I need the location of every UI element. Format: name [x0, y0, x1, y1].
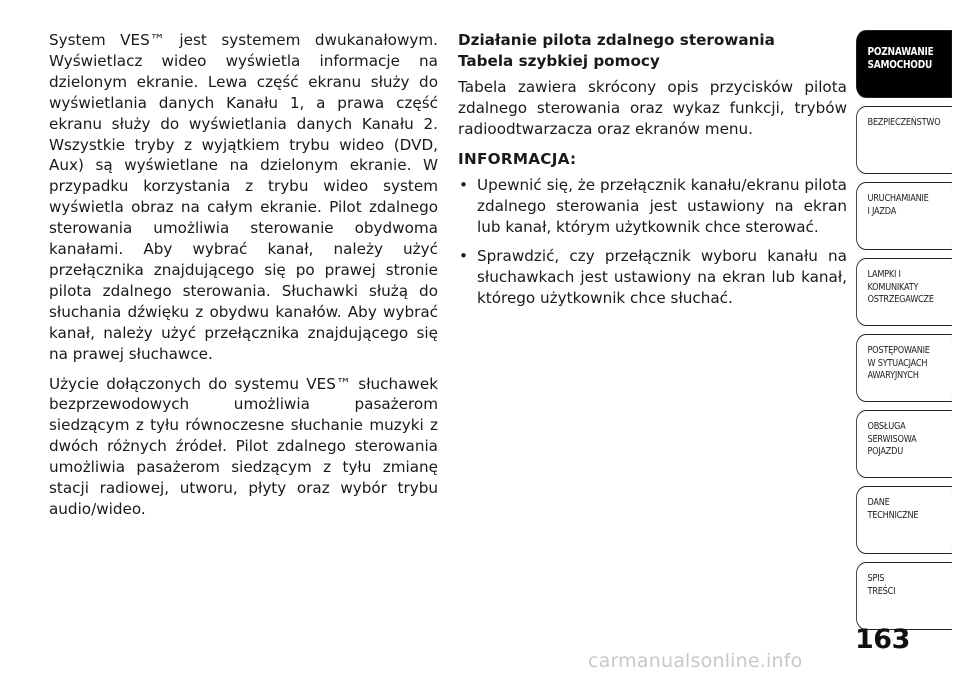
info-bullet-list: [458, 175, 847, 308]
page-number: 163: [855, 624, 910, 655]
body-paragraph: Użycie dołączonych do systemu VES™ słuchawek bezprzewodowych umożliwia pasażerom siedzącym z tyłu równoczesne słuchanie muzyki z dwóch różnych źródeł. Pilot zdalnego sterowania umożliwia pasażerom siedzącym z tyłu zmianę stacji radiowej, utworu, płyty oraz wybór trybu audio/wideo.: [49, 374, 438, 518]
section-heading: Działanie pilota zdalnego sterowania: [458, 31, 775, 49]
bullet-text: Sprawdzić, czy przełącznik wyboru kanału na słuchawkach jest ustawiony na ekran lub kanał, którego użytkownik chce słuchać.: [477, 247, 847, 307]
bullet-item: [458, 246, 847, 309]
tab-label: URUCHAMIANIE I JAZDA: [867, 193, 929, 217]
intro-paragraph: Tabela zawiera skrócony opis przycisków pilota zdalnego sterowania oraz wykaz funkcji, trybów radioodtwarzacza oraz ekranów menu.: [458, 77, 847, 138]
tab-label: LAMPKI I KOMUNIKATY OSTRZEGAWCZE: [867, 269, 934, 305]
tab-uruchamianie-i-jazda[interactable]: [856, 182, 952, 250]
left-column: [49, 30, 438, 529]
tab-postepowanie-awaryjne[interactable]: [856, 334, 952, 402]
tab-bezpieczenstwo[interactable]: [856, 106, 952, 174]
body-paragraph: System VES™ jest systemem dwukanałowym. Wyświetlacz wideo wyświetla informacje na dzielonym ekranie. Lewa część ekranu służy do wyświetlania danych Kanału 1, a prawa część ekranu służy do wyświetlania danych Kanału 2. Wszystkie tryby z wyjątkiem trybu wideo (DVD, Aux) są wyświetlane na dzielonym ekranie. W przypadku korzystania z trybu wideo system wyświetla obraz na całym ekranie. Pilot zdalnego sterowania umożliwia sterowanie obydwoma kanałami. Aby wybrać kanał, należy użyć przełącznika znajdującego się po prawej stronie pilota zdalnego sterowania. Słuchawki służą do słuchania dźwięku z obydwu kanałów. Aby wybrać kanał, należy użyć przełącznika znajdującego się na prawej słuchawce.: [49, 31, 438, 363]
tab-label: OBSŁUGA SERWISOWA POJAZDU: [867, 421, 917, 457]
tab-label: DANE TECHNICZNE: [867, 497, 919, 521]
tab-label: POSTĘPOWANIE W SYTUACJACH AWARYJNYCH: [867, 345, 930, 381]
tab-label: SPIS TREŚCI: [867, 573, 896, 597]
tab-lampki-i-komunikaty[interactable]: [856, 258, 952, 326]
section-tabs: [856, 30, 960, 638]
bullet-icon: •: [459, 247, 468, 266]
tab-poznawanie-samochodu[interactable]: [856, 30, 952, 98]
tab-spis-tresci[interactable]: [856, 562, 952, 630]
tab-obsluga-serwisowa[interactable]: [856, 410, 952, 478]
watermark: carmanualsonline.info: [588, 650, 803, 672]
bullet-text: Upewnić się, że przełącznik kanału/ekranu pilota zdalnego sterowania jest ustawiony na ekran lub kanał, którym użytkownik chce sterować.: [477, 176, 847, 237]
tab-label: BEZPIECZEŃSTWO: [867, 117, 941, 128]
bullet-icon: •: [459, 176, 468, 195]
info-heading: INFORMACJA:: [458, 149, 577, 168]
tab-label: POZNAWANIE SAMOCHODU: [867, 45, 934, 71]
right-column: [458, 30, 847, 317]
section-subheading: Tabela szybkiej pomocy: [458, 51, 660, 70]
bullet-item: [458, 175, 847, 238]
tab-dane-techniczne[interactable]: [856, 486, 952, 554]
